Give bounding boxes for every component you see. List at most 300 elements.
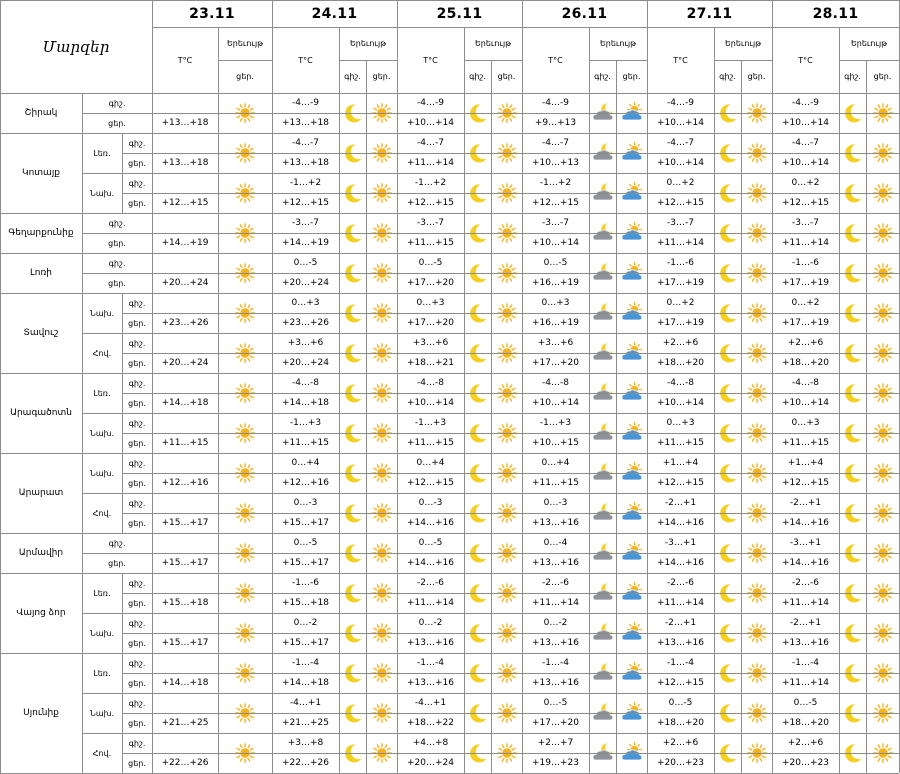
grid-line — [741, 60, 742, 773]
day-header: ցեր. — [622, 72, 641, 81]
temperature-cell: -3…-7 — [417, 218, 444, 228]
temperature-cell: -1…+2 — [539, 178, 572, 188]
temperature-cell: +11…+15 — [532, 478, 579, 488]
day-header: ցեր. — [747, 72, 766, 81]
day-header: ցեր. — [372, 72, 391, 81]
grid-line — [122, 433, 899, 434]
temperature-cell — [152, 253, 218, 273]
date-header: 23.11 — [189, 5, 235, 22]
temperature-cell: +11…+14 — [657, 238, 704, 248]
grid-line — [218, 27, 219, 773]
period-label: գիշ. — [128, 458, 146, 468]
temperature-cell: +19…+23 — [532, 758, 579, 768]
phenomenon-header: Երեւույթ — [474, 39, 512, 48]
temperature-cell: +11…+14 — [782, 678, 829, 688]
temperature-cell: 0…-5 — [418, 538, 443, 548]
grid-line — [464, 60, 522, 61]
region-name: Տավուշ — [23, 328, 59, 338]
temperature-cell: +20…+24 — [407, 758, 454, 768]
temperature-cell: +2…+7 — [537, 738, 574, 748]
temperature-cell: +18…+20 — [782, 358, 829, 368]
temperature-cell: 0…-5 — [543, 698, 568, 708]
sub-region-label: Նախ. — [89, 188, 114, 198]
date-header: 28.11 — [812, 5, 859, 22]
temperature-cell: +17…+20 — [407, 278, 454, 288]
period-label: գիշ. — [108, 98, 126, 108]
temperature-cell: 0…-5 — [293, 258, 318, 268]
temperature-cell: -4…-8 — [542, 378, 569, 388]
temperature-cell: -4…-8 — [667, 378, 694, 388]
temperature-cell: +12…+15 — [782, 198, 829, 208]
temperature-cell — [152, 93, 218, 113]
temperature-cell: +14…+16 — [782, 558, 829, 568]
temperature-cell: +14…+18 — [161, 678, 209, 688]
period-label: գիշ. — [128, 178, 146, 188]
period-label: ցեր. — [108, 558, 126, 568]
night-header: գիշ. — [344, 72, 361, 81]
grid-line — [122, 593, 899, 594]
temperature-cell: -1…-6 — [292, 578, 319, 588]
temperature-cell — [152, 333, 218, 353]
phenomenon-header: Երեւույթ — [724, 39, 762, 48]
temperature-cell: +13…+18 — [282, 118, 329, 128]
temperature-cell: +14…+18 — [282, 398, 329, 408]
period-label: գիշ. — [108, 538, 126, 548]
temperature-cell: +17…+19 — [657, 318, 704, 328]
temperature-cell: -2…-6 — [667, 578, 694, 588]
temperature-cell: +12…+15 — [657, 678, 704, 688]
date-header: 24.11 — [311, 5, 358, 22]
temperature-cell: -4…-7 — [667, 138, 694, 148]
period-label: գիշ. — [128, 338, 146, 348]
grid-line — [647, 0, 648, 773]
temperature-cell: +14…+18 — [161, 398, 209, 408]
temperature-cell: +1…+4 — [787, 458, 824, 468]
phenomenon-header: Երեւույթ — [599, 39, 637, 48]
period-label: ցեր. — [128, 638, 146, 648]
grid-line — [122, 473, 899, 474]
temperature-cell: -2…-6 — [417, 578, 444, 588]
grid-line — [464, 27, 465, 773]
sub-region-label: Լեռ. — [93, 668, 111, 678]
period-label: գիշ. — [128, 658, 146, 668]
temperature-cell: 0…+2 — [791, 298, 820, 308]
region-name: Լոռի — [29, 268, 53, 278]
temperature-cell: +13…+18 — [161, 158, 209, 168]
temperature-cell: -1…-4 — [792, 658, 819, 668]
temperature-cell: +21…+25 — [161, 718, 209, 728]
temperature-cell: -2…+1 — [664, 498, 697, 508]
temperature-cell: 0…-5 — [418, 258, 443, 268]
temperature-cell: +15…+17 — [282, 518, 329, 528]
temperature-cell: +13…+16 — [782, 638, 829, 648]
temp-header: T°C — [798, 55, 813, 65]
temperature-cell: -3…-7 — [542, 218, 569, 228]
temperature-cell — [152, 373, 218, 393]
temperature-cell: +18…+20 — [782, 718, 829, 728]
temperature-cell: +14…+19 — [161, 238, 209, 248]
temperature-cell: -1…-4 — [417, 658, 444, 668]
temperature-cell: +14…+19 — [282, 238, 329, 248]
temperature-cell: +16…+19 — [532, 318, 579, 328]
temperature-cell — [152, 453, 218, 473]
date-header: 25.11 — [436, 5, 483, 22]
grid-line — [616, 60, 617, 773]
temperature-cell: -4…-9 — [542, 98, 569, 108]
grid-line — [839, 60, 899, 61]
temperature-cell: -1…+3 — [414, 418, 447, 428]
temperature-cell: +10…+13 — [532, 158, 579, 168]
temperature-cell: -4…-8 — [417, 378, 444, 388]
period-label: ցեր. — [128, 678, 146, 688]
sub-region-label: Լեռ. — [93, 388, 111, 398]
temperature-cell: -1…-6 — [792, 258, 819, 268]
temperature-cell: +10…+14 — [532, 398, 579, 408]
temperature-cell: 0…-5 — [668, 698, 693, 708]
period-label: գիշ. — [128, 698, 146, 708]
night-header: գիշ. — [594, 72, 611, 81]
grid-line — [589, 27, 590, 773]
temperature-cell: +20…+23 — [657, 758, 704, 768]
temp-header: T°C — [177, 55, 193, 65]
temp-header: T°C — [298, 55, 313, 65]
temperature-cell: -1…+3 — [289, 418, 322, 428]
temperature-cell: +15…+17 — [282, 558, 329, 568]
temperature-cell: +18…+21 — [407, 358, 454, 368]
temperature-cell: +13…+16 — [407, 678, 454, 688]
temperature-cell: -1…+2 — [414, 178, 447, 188]
temperature-cell: 0…+3 — [666, 418, 695, 428]
period-label: ցեր. — [128, 198, 146, 208]
grid-line — [0, 93, 899, 94]
temperature-cell: +11…+15 — [161, 438, 209, 448]
temperature-cell: -1…+3 — [539, 418, 572, 428]
temperature-cell: +2…+6 — [787, 338, 824, 348]
day-header: ցեր. — [497, 72, 516, 81]
temp-header: T°C — [423, 55, 438, 65]
temperature-cell: +3…+6 — [537, 338, 574, 348]
grid-line — [714, 60, 772, 61]
temperature-cell: +10…+14 — [782, 398, 829, 408]
temperature-cell: +11…+14 — [782, 598, 829, 608]
grid-line — [772, 0, 773, 773]
period-label: ցեր. — [128, 318, 146, 328]
temperature-cell: +15…+17 — [161, 558, 209, 568]
temperature-cell: +15…+17 — [161, 638, 209, 648]
temperature-cell: +16…+19 — [532, 278, 579, 288]
grid-line — [122, 353, 899, 354]
grid-line — [122, 713, 899, 714]
temperature-cell: 0…-3 — [543, 498, 568, 508]
temperature-cell: -4…+1 — [289, 698, 322, 708]
temperature-cell: +11…+14 — [657, 598, 704, 608]
temperature-cell: +3…+8 — [287, 738, 324, 748]
temperature-cell: 0…-2 — [543, 618, 568, 628]
temperature-cell: +12…+15 — [532, 198, 579, 208]
sub-region-label: Նախ. — [89, 708, 114, 718]
temperature-cell: 0…-2 — [293, 618, 318, 628]
temperature-cell: +14…+16 — [657, 518, 704, 528]
temperature-cell: -4…-9 — [292, 98, 319, 108]
regions-header: Մարզեր — [42, 37, 110, 56]
temperature-cell — [152, 533, 218, 553]
temperature-cell: +14…+18 — [282, 678, 329, 688]
period-label: ցեր. — [128, 398, 146, 408]
temperature-cell: -1…-4 — [292, 658, 319, 668]
period-label: ցեր. — [128, 478, 146, 488]
grid-line — [218, 60, 272, 61]
temperature-cell: -3…-7 — [792, 218, 819, 228]
temperature-cell: +10…+14 — [407, 118, 454, 128]
temperature-cell: +10…+14 — [782, 158, 829, 168]
temperature-cell: +18…+20 — [657, 718, 704, 728]
temperature-cell: +18…+20 — [657, 358, 704, 368]
grid-line — [122, 313, 899, 314]
temperature-cell: -4…-8 — [292, 378, 319, 388]
temperature-cell: +1…+4 — [662, 458, 699, 468]
temperature-cell: -4…-7 — [542, 138, 569, 148]
temperature-cell: +12…+15 — [282, 198, 329, 208]
temperature-cell: +12…+15 — [407, 478, 454, 488]
temperature-cell — [152, 733, 218, 753]
temperature-cell: +13…+18 — [161, 118, 209, 128]
grid-line — [714, 27, 715, 773]
grid-line — [339, 27, 340, 773]
grid-line — [122, 153, 899, 154]
sub-region-label: Հով. — [92, 748, 112, 758]
sub-region-label: Հով. — [92, 348, 112, 358]
phenomenon-header: Երեւույթ — [226, 39, 264, 48]
temperature-cell: +2…+6 — [787, 738, 824, 748]
temperature-cell: 0…+4 — [291, 458, 320, 468]
temperature-cell: 0…+4 — [416, 458, 445, 468]
temperature-cell: -1…-4 — [542, 658, 569, 668]
region-name: Արմավիր — [18, 548, 64, 558]
sub-region-label: Նախ. — [89, 628, 114, 638]
temperature-cell: 0…+4 — [541, 458, 570, 468]
temperature-cell: +11…+14 — [532, 598, 579, 608]
grid-line — [0, 0, 1, 773]
temperature-cell — [152, 293, 218, 313]
temperature-cell: +10…+14 — [532, 238, 579, 248]
grid-line — [866, 60, 867, 773]
sub-region-label: Նախ. — [89, 468, 114, 478]
date-header: 26.11 — [561, 5, 608, 22]
temperature-cell: -3…-7 — [667, 218, 694, 228]
night-header: գիշ. — [719, 72, 736, 81]
temperature-cell: -4…-8 — [792, 378, 819, 388]
temperature-cell: +2…+6 — [662, 338, 699, 348]
temperature-cell: +14…+16 — [782, 518, 829, 528]
temperature-cell: +20…+23 — [782, 758, 829, 768]
temperature-cell: -4…+1 — [414, 698, 447, 708]
temperature-cell: +13…+16 — [407, 638, 454, 648]
region-name: Սյունիք — [23, 708, 59, 718]
temperature-cell: -4…-9 — [792, 98, 819, 108]
grid-line — [339, 60, 397, 61]
temperature-cell — [152, 213, 218, 233]
temperature-cell: 0…+3 — [291, 298, 320, 308]
temperature-cell: +11…+14 — [782, 238, 829, 248]
region-name: Գեղարքունիք — [8, 228, 74, 238]
temperature-cell: 0…-3 — [293, 498, 318, 508]
day-header: ցեր. — [236, 72, 254, 81]
temperature-cell: -3…-7 — [292, 218, 319, 228]
period-label: գիշ. — [128, 138, 146, 148]
period-label: ցեր. — [128, 358, 146, 368]
temp-header: T°C — [548, 55, 563, 65]
temperature-cell: +13…+16 — [532, 638, 579, 648]
temperature-cell — [152, 573, 218, 593]
temperature-cell: 0…-5 — [793, 698, 818, 708]
temperature-cell: 0…+3 — [416, 298, 445, 308]
temp-header: T°C — [673, 55, 688, 65]
period-label: ցեր. — [128, 718, 146, 728]
day-header: ցեր. — [873, 72, 892, 81]
temperature-cell: 0…+2 — [666, 178, 695, 188]
temperature-cell: +11…+15 — [407, 438, 454, 448]
temperature-cell: -1…-4 — [667, 658, 694, 668]
temperature-cell: +17…+19 — [782, 318, 829, 328]
temperature-cell: +13…+16 — [657, 638, 704, 648]
region-name: Արարատ — [18, 488, 64, 498]
region-name: Վայոց ձոր — [16, 608, 66, 618]
sub-region-label: Հով. — [92, 508, 112, 518]
temperature-cell: +15…+17 — [282, 638, 329, 648]
grid-line — [491, 60, 492, 773]
period-label: ցեր. — [128, 758, 146, 768]
temperature-cell: +18…+22 — [407, 718, 454, 728]
temperature-cell: +17…+19 — [782, 278, 829, 288]
temperature-cell: +13…+16 — [532, 558, 579, 568]
temperature-cell: +14…+16 — [407, 558, 454, 568]
phenomenon-header: Երեւույթ — [850, 39, 888, 48]
temperature-cell: -2…+1 — [664, 618, 697, 628]
temperature-cell: 0…-5 — [543, 258, 568, 268]
period-label: գիշ. — [128, 498, 146, 508]
temperature-cell: +12…+15 — [161, 198, 209, 208]
temperature-cell — [152, 413, 218, 433]
grid-line — [122, 673, 899, 674]
temperature-cell: +11…+14 — [407, 598, 454, 608]
period-label: ցեր. — [108, 238, 126, 248]
temperature-cell: +10…+14 — [657, 118, 704, 128]
period-label: գիշ. — [128, 578, 146, 588]
grid-line — [272, 0, 273, 773]
temperature-cell: -2…-6 — [792, 578, 819, 588]
region-name: Արագածոտն — [10, 408, 72, 418]
phenomenon-header: Երեւույթ — [349, 39, 387, 48]
temperature-cell: 0…-4 — [543, 538, 568, 548]
period-label: գիշ. — [128, 738, 146, 748]
temperature-cell: +20…+24 — [161, 278, 209, 288]
temperature-cell: +15…+18 — [161, 598, 209, 608]
temperature-cell: 0…-2 — [418, 618, 443, 628]
temperature-cell: +10…+14 — [657, 398, 704, 408]
temperature-cell: +21…+25 — [282, 718, 329, 728]
temperature-cell: -2…-6 — [542, 578, 569, 588]
temperature-cell: -2…+1 — [789, 498, 822, 508]
temperature-cell: +12…+15 — [657, 478, 704, 488]
sub-region-label: Նախ. — [89, 308, 114, 318]
temperature-cell: +12…+16 — [282, 478, 329, 488]
temperature-cell — [152, 693, 218, 713]
period-label: ցեր. — [128, 438, 146, 448]
grid-line — [82, 93, 83, 773]
grid-line — [122, 753, 899, 754]
period-label: ցեր. — [128, 158, 146, 168]
period-label: գիշ. — [128, 298, 146, 308]
temperature-cell: +12…+15 — [407, 198, 454, 208]
temperature-cell: -4…-9 — [417, 98, 444, 108]
grid-line — [152, 0, 153, 773]
region-name: Կոտայք — [22, 168, 60, 178]
temperature-cell: -4…-9 — [667, 98, 694, 108]
temperature-cell: +14…+16 — [657, 558, 704, 568]
grid-line — [0, 0, 899, 1]
grid-line — [366, 60, 367, 773]
temperature-cell: -1…+2 — [289, 178, 322, 188]
temperature-cell: +17…+20 — [532, 358, 579, 368]
temperature-cell: +11…+15 — [282, 438, 329, 448]
period-label: ցեր. — [128, 518, 146, 528]
grid-line — [522, 0, 523, 773]
grid-line — [589, 60, 647, 61]
temperature-cell: +11…+15 — [782, 438, 829, 448]
temperature-cell: +17…+19 — [657, 278, 704, 288]
period-label: գիշ. — [108, 258, 126, 268]
temperature-cell: +23…+26 — [161, 318, 209, 328]
sub-region-label: Լեռ. — [93, 148, 111, 158]
grid-line — [122, 393, 899, 394]
temperature-cell: +11…+15 — [407, 238, 454, 248]
temperature-cell: +2…+6 — [662, 738, 699, 748]
sub-region-label: Նախ. — [89, 428, 114, 438]
temperature-cell — [152, 653, 218, 673]
temperature-cell: +23…+26 — [282, 318, 329, 328]
night-header: գիշ. — [469, 72, 486, 81]
temperature-cell: +22…+26 — [282, 758, 329, 768]
temperature-cell: +20…+24 — [161, 358, 209, 368]
region-name: Շիրակ — [24, 108, 58, 118]
temperature-cell: 0…-5 — [293, 538, 318, 548]
temperature-cell: 0…-3 — [418, 498, 443, 508]
grid-line — [122, 193, 899, 194]
period-label: գիշ. — [128, 418, 146, 428]
temperature-cell: +3…+6 — [287, 338, 324, 348]
temperature-cell: +20…+24 — [282, 278, 329, 288]
date-header: 27.11 — [686, 5, 733, 22]
night-header: գիշ. — [844, 72, 861, 81]
temperature-cell: +9…+13 — [534, 118, 577, 128]
temperature-cell: -4…-7 — [417, 138, 444, 148]
temperature-cell: +12…+15 — [782, 478, 829, 488]
grid-line — [122, 633, 899, 634]
temperature-cell: -4…-7 — [292, 138, 319, 148]
period-label: ցեր. — [108, 278, 126, 288]
temperature-cell: -1…-6 — [667, 258, 694, 268]
temperature-cell: +4…+8 — [412, 738, 449, 748]
temperature-cell: +20…+24 — [282, 358, 329, 368]
temperature-cell: +13…+18 — [282, 158, 329, 168]
temperature-cell: +17…+20 — [532, 718, 579, 728]
period-label: գիշ. — [128, 618, 146, 628]
temperature-cell: 0…+3 — [541, 298, 570, 308]
temperature-cell: +10…+14 — [657, 158, 704, 168]
temperature-cell: 0…+2 — [791, 178, 820, 188]
temperature-cell — [152, 133, 218, 153]
grid-line — [122, 513, 899, 514]
